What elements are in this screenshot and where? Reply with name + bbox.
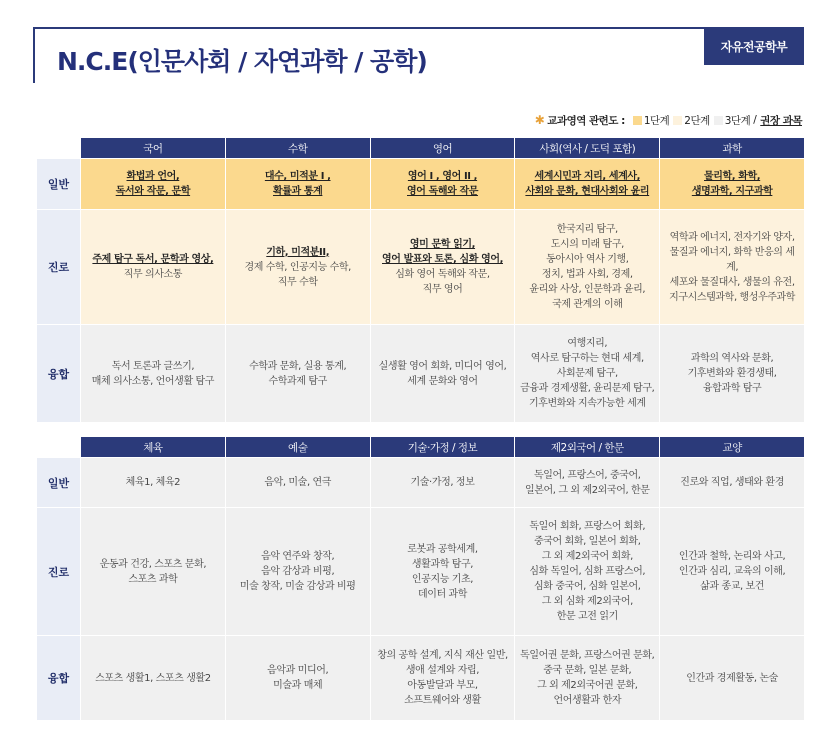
subject-text: 역사로 탐구하는 현대 세계,: [530, 353, 644, 364]
subject-text: 음악 감상과 비평,: [261, 566, 335, 577]
subject-text: 정치, 법과 사회, 경제,: [541, 269, 633, 280]
table-row: [37, 457, 804, 507]
legend: [535, 112, 802, 128]
subject-text: 기술·가정, 정보: [410, 477, 475, 488]
subject-cell: [80, 324, 225, 422]
subject-cell: [80, 158, 225, 209]
subject-text: 심화 영어 독해와 작문,: [395, 269, 490, 280]
subject-text: 언어생활과 한자: [553, 695, 622, 706]
subject-text: 운동과 건강, 스포츠 문화,: [99, 558, 207, 570]
subject-cell: [370, 635, 515, 720]
recommended-subject: 독서와 작문, 문학: [115, 186, 191, 197]
subject-text: 독일어, 프랑스어, 중국어,: [534, 469, 641, 481]
subject-text: 데이터 과학: [417, 588, 468, 600]
subject-cell: [80, 507, 225, 635]
subject-text: 미술과 매체: [273, 680, 323, 691]
subject-cell: [514, 324, 659, 422]
subject-cell: [659, 457, 804, 507]
column-header: 제2외국어 / 한문: [514, 437, 659, 457]
legend-level3-label: 3단계: [724, 114, 751, 127]
recommended-subject: 생명과학, 지구과학: [691, 186, 773, 197]
subject-cell: [370, 457, 515, 507]
subject-text: 스포츠 과학: [128, 573, 178, 585]
subject-text: 기후변화와 환경생태,: [687, 368, 777, 379]
recommended-subject: 사회와 문화, 현대사회와 윤리: [525, 186, 650, 197]
subject-cell: [659, 158, 804, 209]
subject-text: 여행지리,: [567, 338, 608, 349]
subject-cell: [225, 457, 370, 507]
recommended-subject: 기하, 미적분II,: [266, 246, 330, 258]
recommended-subject: 주제 탐구 독서, 문학과 영상,: [92, 254, 214, 265]
table-row: [37, 158, 804, 209]
subject-text: 독서 토론과 글쓰기,: [111, 360, 195, 372]
subject-cell: [514, 209, 659, 324]
row-label: 일반: [37, 457, 80, 507]
table-row: [37, 635, 804, 720]
subject-text: 삶과 종교, 보건: [700, 581, 765, 592]
subject-cell: [514, 158, 659, 209]
subject-text: 생활과학 탐구,: [411, 558, 474, 570]
subject-cell: [370, 209, 515, 324]
table-row: [37, 324, 804, 422]
header-corner: [37, 437, 80, 457]
subject-text: 일본어, 그 외 제2외국어, 한문: [525, 484, 650, 496]
subject-text: 독일어 회화, 프랑스어 회화,: [529, 521, 646, 532]
column-header: 과학: [659, 138, 804, 158]
subject-text: 역학과 에너지, 전자기와 양자,: [669, 231, 795, 243]
subject-text: 국제 관계의 이해: [552, 299, 623, 310]
subject-cell: [514, 635, 659, 720]
recommended-subject: 확률과 통계: [273, 186, 323, 197]
legend-title: 교과영역 관련도 :: [547, 114, 625, 127]
subject-cell: [80, 457, 225, 507]
subject-text: 직무 의사소통: [123, 269, 183, 280]
subject-text: 심화 중국어, 심화 일본어,: [534, 581, 641, 592]
subject-cell: [370, 324, 515, 422]
curriculum-table-electives: [37, 437, 804, 720]
table-row: [37, 209, 804, 324]
column-header: 수학: [225, 138, 370, 158]
subject-text: 인공지능 기초,: [411, 573, 474, 585]
subject-text: 인간과 경제활동, 논술: [686, 672, 778, 684]
legend-level2-label: 2단계: [684, 114, 710, 127]
star-icon: ✱: [534, 113, 545, 127]
legend-swatch-level2: [673, 116, 682, 125]
legend-swatch-level3: [714, 116, 723, 125]
subject-text: 소프트웨어와 생활: [404, 695, 481, 706]
subject-text: 동아시아 역사 기행,: [546, 254, 629, 265]
recommended-subject: 영어 독해와 작문: [407, 186, 478, 197]
subject-cell: [659, 635, 804, 720]
subject-text: 수학과제 탐구: [268, 375, 327, 387]
subject-text: 과학의 역사와 문화,: [690, 353, 774, 364]
subject-text: 세포와 물질대사, 생물의 유전,: [669, 276, 795, 288]
subject-text: 중국 문화, 일본 문화,: [543, 665, 632, 676]
row-label: 진로: [37, 209, 80, 324]
subject-text: 로봇과 공학세계,: [407, 543, 478, 555]
subject-cell: [659, 324, 804, 422]
subject-text: 윤리와 사상, 인문학과 윤리,: [529, 284, 646, 295]
subject-cell: [80, 635, 225, 720]
subject-cell: [225, 209, 370, 324]
column-header: 교양: [659, 437, 804, 457]
subject-text: 경제 수학, 인공지능 수학,: [244, 261, 351, 273]
subject-text: 음악과 미디어,: [267, 665, 329, 676]
subject-cell: [659, 209, 804, 324]
subject-text: 직무 수학: [277, 276, 318, 288]
subject-text: 세계 문화와 영어: [407, 375, 478, 387]
subject-text: 미술 창작, 미술 감상과 비평: [239, 581, 356, 592]
subject-text: 스포츠 생활1, 스포츠 생활2: [95, 672, 211, 684]
subject-text: 체육1, 체육2: [125, 477, 181, 488]
subject-text: 기후변화와 지속가능한 세계: [528, 398, 646, 409]
curriculum-table-core: [37, 138, 804, 422]
subject-text: 창의 공학 설계, 지식 재산 일반,: [377, 650, 508, 661]
subject-text: 한문 고전 읽기: [556, 611, 618, 622]
subject-text: 금융과 경제생활, 윤리문제 탐구,: [520, 383, 655, 394]
subject-text: 물질과 에너지, 화학 반응의 세계,: [669, 246, 795, 273]
recommended-subject: 영미 문학 읽기,: [409, 239, 476, 250]
column-header: 사회(역사 / 도덕 포함): [514, 138, 659, 158]
column-header: 영어: [370, 138, 515, 158]
column-header: 기술·가정 / 정보: [370, 437, 515, 457]
subject-cell: [514, 507, 659, 635]
subject-cell: [225, 507, 370, 635]
subject-cell: [659, 507, 804, 635]
subject-text: 도시의 미래 탐구,: [550, 239, 624, 250]
table-row: [37, 507, 804, 635]
subject-text: 인간과 심리, 교육의 이해,: [678, 566, 786, 577]
recommended-subject: 영어 I , 영어 II ,: [407, 171, 478, 182]
subject-text: 그 외 제2외국어 회화,: [541, 551, 633, 562]
recommended-subject: 화법과 언어,: [126, 171, 180, 182]
subject-text: 생애 설계와 자립,: [405, 665, 480, 676]
subject-text: 인간과 철학, 논리와 사고,: [678, 551, 786, 562]
subject-cell: [514, 457, 659, 507]
row-label: 융합: [37, 324, 80, 422]
subject-text: 아동발달과 부모,: [407, 680, 478, 691]
subject-cell: [370, 507, 515, 635]
subject-text: 지구시스템과학, 행성우주과학: [669, 291, 796, 303]
recommended-subject: 물리학, 화학,: [704, 171, 761, 182]
row-label: 진로: [37, 507, 80, 635]
subject-text: 직무 영어: [422, 284, 463, 295]
subject-cell: [370, 158, 515, 209]
legend-recommended-label: 권장 과목: [760, 114, 802, 127]
row-label: 융합: [37, 635, 80, 720]
subject-text: 독일어권 문화, 프랑스어권 문화,: [520, 650, 655, 661]
page-title: N.C.E(인문사회 / 자연과학 / 공학): [57, 47, 427, 76]
department-badge: 자유전공학부: [704, 27, 804, 65]
subject-text: 진로와 직업, 생태와 환경: [680, 477, 784, 488]
subject-cell: [80, 209, 225, 324]
subject-text: 중국어 회화, 일본어 회화,: [534, 536, 641, 547]
subject-text: 심화 독일어, 심화 프랑스어,: [529, 566, 646, 577]
legend-level1-label: 1단계: [643, 114, 670, 127]
subject-text: 그 외 제2외국어권 문화,: [537, 680, 638, 691]
row-label: 일반: [37, 158, 80, 209]
subject-text: 사회문제 탐구,: [556, 368, 618, 379]
subject-text: 융합과학 탐구: [702, 383, 762, 394]
column-header: 예술: [225, 437, 370, 457]
subject-text: 음악, 미술, 연극: [264, 477, 332, 488]
legend-separator: /: [753, 114, 757, 126]
legend-swatch-level1: [633, 116, 642, 125]
recommended-subject: 대수, 미적분 I ,: [264, 171, 331, 182]
subject-text: 매체 의사소통, 언어생활 탐구: [91, 375, 215, 387]
subject-cell: [225, 158, 370, 209]
column-header: 체육: [80, 437, 225, 457]
subject-cell: [225, 324, 370, 422]
subject-text: 그 외 심화 제2외국어,: [541, 596, 633, 607]
subject-text: 음악 연주와 창작,: [261, 551, 335, 562]
header-corner: [37, 138, 80, 158]
subject-cell: [225, 635, 370, 720]
recommended-subject: 세계시민과 지리, 세계사,: [534, 171, 641, 182]
subject-text: 수학과 문화, 실용 통계,: [249, 360, 347, 372]
recommended-subject: 영어 발표와 토론, 심화 영어,: [382, 254, 503, 265]
column-header: 국어: [80, 138, 225, 158]
subject-text: 한국지리 탐구,: [556, 224, 618, 235]
subject-text: 실생활 영어 회화, 미디어 영어,: [378, 360, 507, 372]
